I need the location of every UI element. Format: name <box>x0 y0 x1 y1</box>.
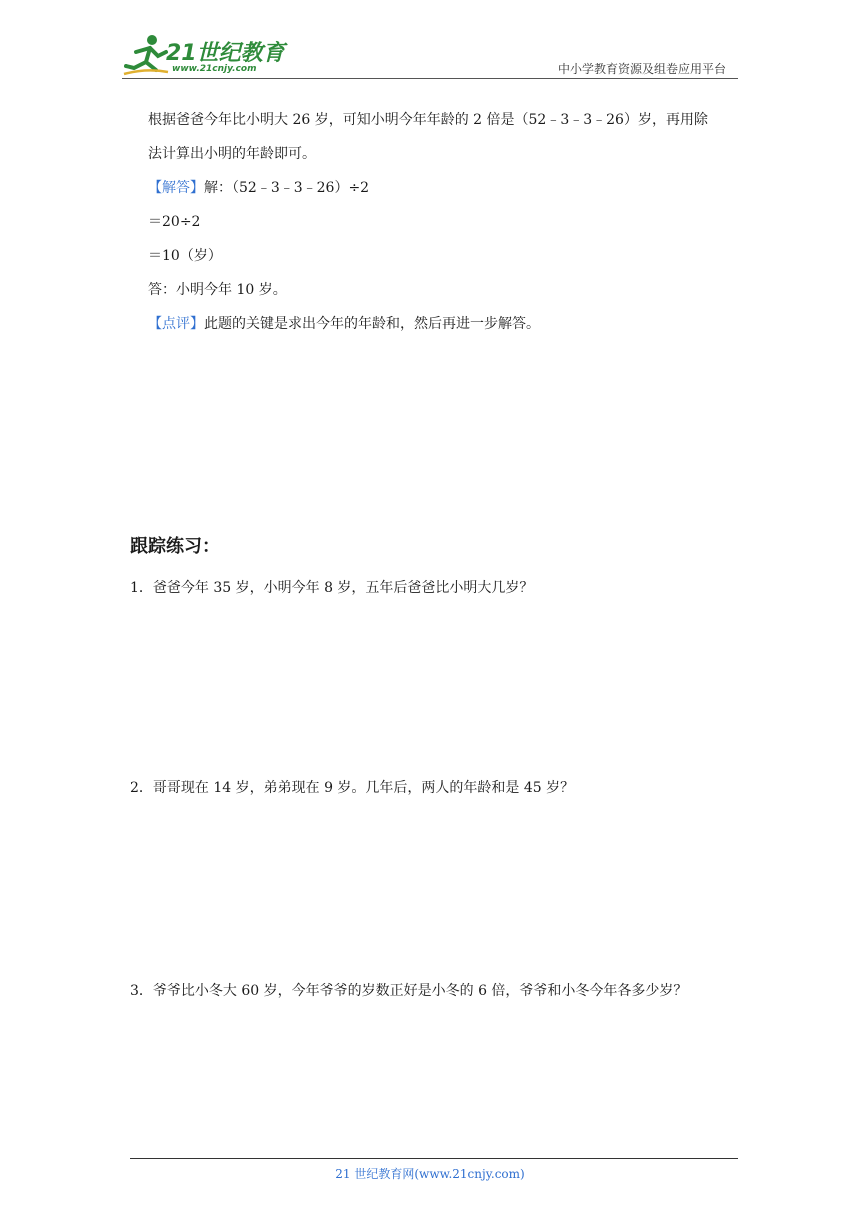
question-3: 3．爷爷比小冬大 60 岁，今年爷爷的岁数正好是小冬的 6 倍，爷爷和小冬今年各多少岁？ <box>130 983 688 999</box>
question-1: 1．爸爸今年 35 岁，小明今年 8 岁，五年后爸爸比小明大几岁？ <box>130 580 534 596</box>
answer-step-2: ＝10（岁） <box>148 248 222 264</box>
runner-icon <box>122 32 170 78</box>
answer-tag: 【解答】 <box>148 180 204 196</box>
logo-url-text: www.21cnjy.com <box>172 64 257 74</box>
analysis-line-2: 法计算出小明的年龄即可。 <box>148 146 316 162</box>
comment-line <box>148 307 738 341</box>
footer-divider <box>130 1158 738 1159</box>
page-header <box>122 32 738 78</box>
answer-step-1: ＝20÷2 <box>148 214 201 230</box>
footer-text: 21 世纪教育网(www.21cnjy.com) <box>335 1167 525 1181</box>
header-divider <box>122 78 738 79</box>
comment-text: 此题的关键是求出今年的年龄和，然后再进一步解答。 <box>204 316 540 332</box>
practice-title: 跟踪练习： <box>130 536 220 557</box>
answer-text: 解：（52﹣3﹣3﹣26）÷2 <box>204 180 370 196</box>
header-tagline: 中小学教育资源及组卷应用平台 <box>557 62 726 76</box>
answer-conclusion: 答：小明今年 10 岁。 <box>148 282 287 298</box>
question-2: 2．哥哥现在 14 岁，弟弟现在 9 岁。几年后，两人的年龄和是 45 岁？ <box>130 780 575 796</box>
comment-tag: 【点评】 <box>148 316 204 332</box>
site-logo <box>122 32 302 78</box>
answer-line <box>148 171 738 205</box>
analysis-line-1: 根据爸爸今年比小明大 26 岁，可知小明今年年龄的 2 倍是（52﹣3﹣3﹣26）岁，再用除 <box>148 112 708 128</box>
logo-brand-text: 21世纪教育 <box>166 41 285 66</box>
